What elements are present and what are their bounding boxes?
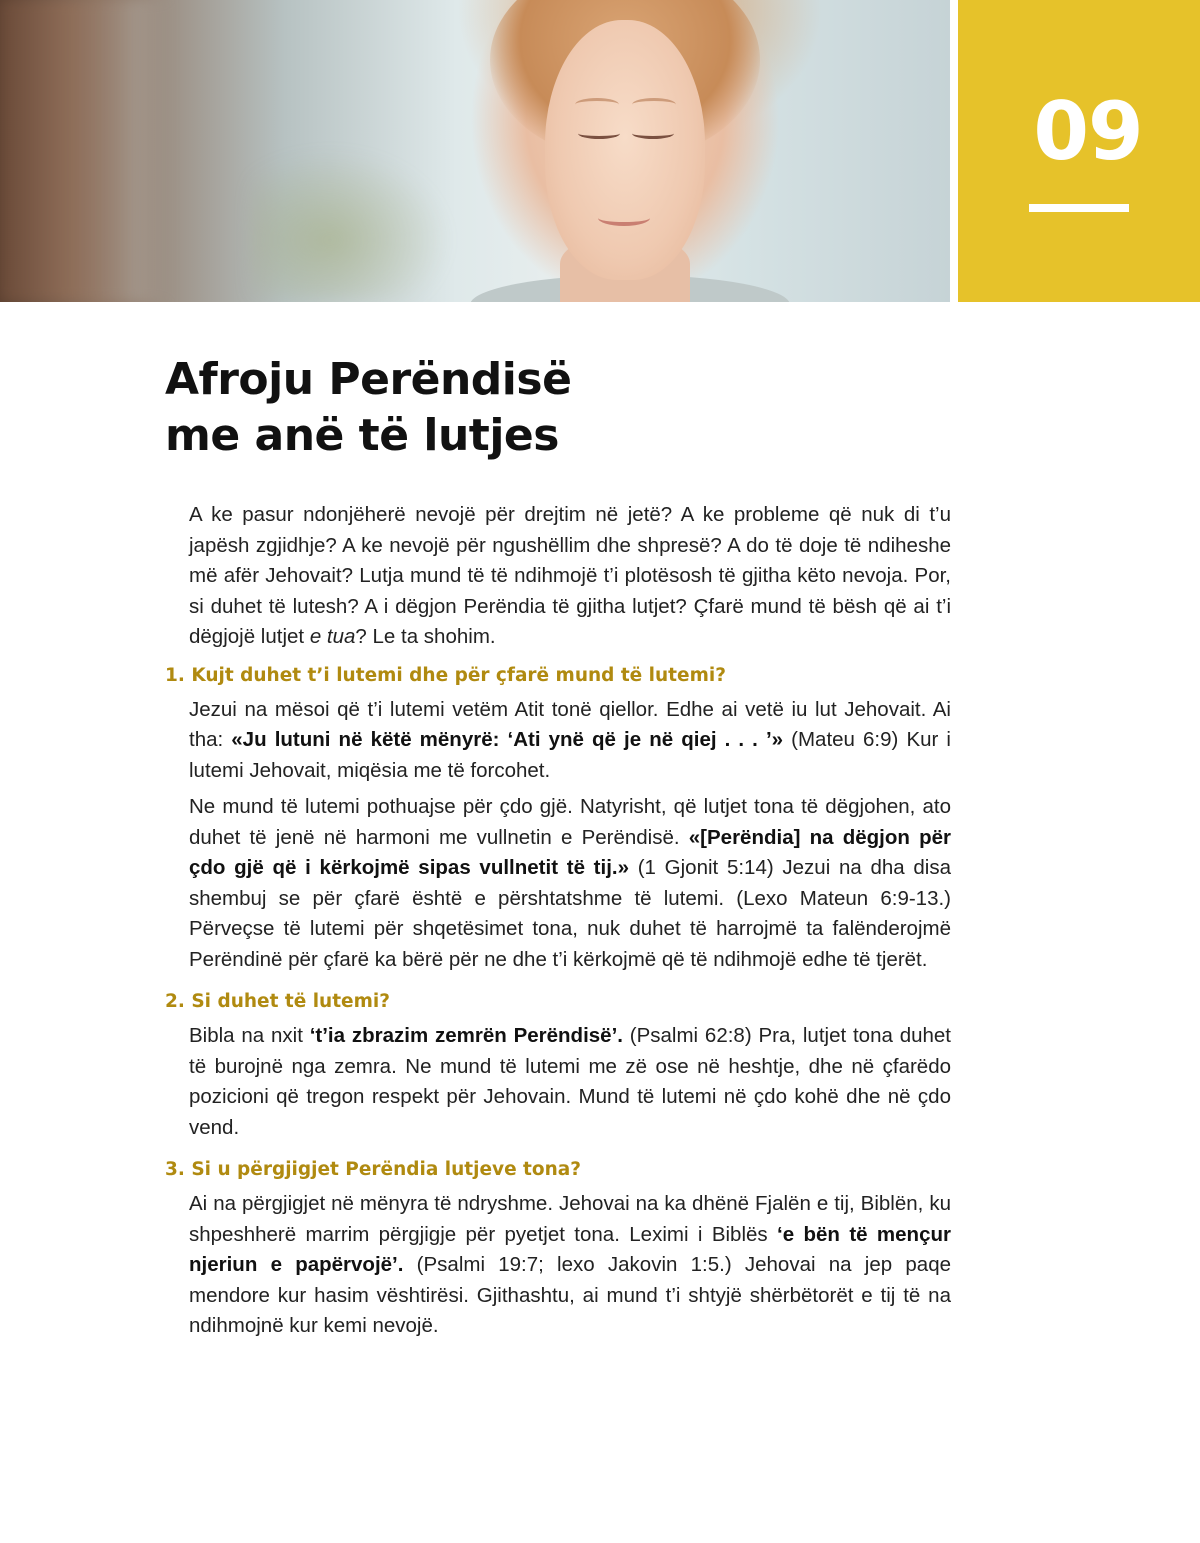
paragraph-text: (Psalmi 62:8) Pra, lutjet tona duhet të burojnë nga zemra. Ne mund të lutemi me zë ose në heshtje, dhe në çfarëdo pozicioni që tregon respekt për Jehovain. Mund të lutemi në çdo kohë dhe në çdo vend. [189,1024,951,1139]
paragraph-text: Ai na përgjigjet në mënyra të ndryshme. Jehovai na ka dhënë Fjalën e tij, Biblën, ku shpeshherë marrim përgjigje për pyetjet tona. Leximi i Biblës [189,1192,951,1246]
photo-smile [598,210,650,226]
section-1-paragraph-2 [189,792,951,975]
paragraph-text: (Psalmi 19:7; lexo Jakovin 1:5.) Jehovai na jep paqe mendore kur hasim vështirësi. Gjithashtu, ai mund t’i shtyjë shërbëtorët e tij të na ndihmojnë kur kemi nevojë. [189,1253,951,1337]
question-heading-3: 3. Si u përgjigjet Perëndia lutjeve tona? [165,1159,581,1180]
photo-bookshelf [0,0,170,302]
title-line-2: me anë të lutjes [165,410,559,461]
intro-text: A ke pasur ndonjëherë nevojë për drejtim në jetë? A ke probleme që nuk di t’u japësh zgjidhje? A ke nevojë për ngushëllim dhe shpresë? A do të doje të ndiheshe më afër Jehovait? Lutja mund të të ndihmojë t’i plotësosh të gjitha këto nevoja. Por, si duhet të lutesh? A i dëgjon Perëndia të gjitha lutjet? Çfarë mund të bësh që ai t’i dëgjojë lutjet [189,503,951,648]
scripture-quote: ‘e bën të mençur njeriun e papërvojë’. [189,1222,951,1276]
photo-closed-eye [578,128,620,139]
question-heading-2: 2. Si duhet të lutemi? [165,991,390,1012]
section-3-paragraph-1 [189,1189,951,1342]
article-body [165,500,951,1342]
intro-paragraph [189,500,951,653]
scripture-quote: «[Perëndia] na dëgjon për çdo gjë që i kërkojmë sipas vullnetit të tij.» [189,825,951,879]
photo-closed-eye [632,128,674,139]
page-title [165,352,571,464]
paragraph-text: (1 Gjonit 5:14) Jezui na dha disa shembuj se për çfarë është e përshtatshme të lutemi. (Lexo Mateun 6:9-13.) Përveçse të lutemi për shqetësimet tona, nuk duhet të harrojmë ta falënderojmë Perëndinë për çfarë ka bërë për ne dhe t’i kërkojmë që të ndihmojë edhe të tjerët. [189,856,952,971]
intro-text-end: ? Le ta shohim. [355,625,496,648]
chapter-badge [958,0,1200,302]
photo-brow [575,98,619,111]
chapter-number: 09 [1033,85,1143,178]
scripture-quote: «Ju lutuni në këtë mënyrë: ‘Ati ynë që je në qiej . . . ’» [231,728,784,751]
intro-emphasis: e tua [309,625,356,648]
paragraph-text: Bibla na nxit [189,1024,310,1047]
chapter-underline [1029,204,1129,212]
paragraph-text: Jezui na mësoi që t’i lutemi vetëm Atit tonë qiellor. Edhe ai vetë iu lut Jehovait. Ai tha: [189,697,951,751]
scripture-quote: ‘t’ia zbrazim zemrën Perëndisë’. [309,1024,623,1047]
photo-plant [250,150,450,300]
photo-brow [632,98,676,111]
photo-face [545,20,705,280]
title-line-1: Afroju Perëndisë [165,354,572,405]
question-heading-1: 1. Kujt duhet t’i lutemi dhe për çfarë mund të lutemi? [165,664,726,686]
section-2-paragraph-1 [189,1021,951,1143]
section-1-paragraph-1 [189,695,951,787]
paragraph-text: Ne mund të lutemi pothuajse për çdo gjë. Natyrisht, që lutjet tona të dëgjohen, ato duhet të jenë në harmoni me vullnetin e Perëndisë. [189,795,951,849]
paragraph-text: (Mateu 6:9) Kur i lutemi Jehovait, miqësia me të forcohet. [189,728,951,782]
header-photo [0,0,950,302]
